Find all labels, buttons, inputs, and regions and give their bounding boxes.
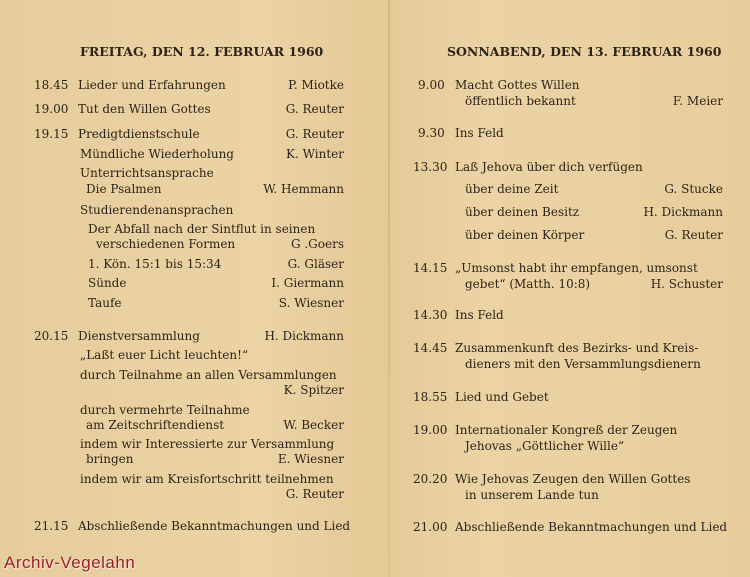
program-item: Die Psalmen [86,182,162,196]
program-item: Wie Jehovas Zeugen den Willen Gottes [455,472,691,486]
time: 19.15 [34,127,69,141]
program-item: Ins Feld [455,126,504,140]
speaker: G. Stucke [664,182,723,196]
program-item: Abschließende Bekanntmachungen und Lied [455,520,728,534]
speaker: P. Miotke [288,78,344,92]
program-item: Tut den Willen Gottes [78,102,211,116]
time: 13.30 [413,160,448,174]
speaker: G. Reuter [285,127,344,141]
time: 20.20 [413,472,448,486]
program-item: Sünde [88,276,127,290]
program-item: Dienstversammlung [78,329,200,343]
speaker: K. Spitzer [283,383,344,397]
program-item: Jehovas „Göttlicher Wille“ [465,439,625,453]
speaker: S. Wiesner [278,296,344,310]
speaker: K. Winter [286,147,344,161]
program-item: am Zeitschriftendienst [86,418,225,432]
program-item: über deinen Körper [465,228,585,242]
time: 18.45 [34,78,69,92]
speaker: E. Wiesner [277,452,344,466]
program-item: bringen [86,452,134,466]
program-item: durch vermehrte Teilnahme [80,403,250,417]
program-item: gebet“ (Matth. 10:8) [465,277,591,291]
time: 9.00 [418,78,445,92]
speaker: F. Meier [672,94,723,108]
program-item: Macht Gottes Willen [455,78,580,92]
time: 9.30 [418,126,445,140]
speaker: W. Hemmann [263,182,344,196]
speaker: G. Gläser [287,257,344,271]
program-item: Abschließende Bekanntmachungen und Lied [78,519,351,533]
archive-watermark: Archiv-Vegelahn [4,553,136,572]
speaker: I. Giermann [271,276,344,290]
program-item: über deinen Besitz [465,205,580,219]
program-item: indem wir Interessierte zur Versammlung [80,437,335,451]
speaker: W. Becker [283,418,344,432]
program-item: Unterrichtsansprache [80,166,214,180]
program-item: Studierendenansprachen [80,203,234,217]
program-item: verschiedenen Formen [96,237,236,251]
program-item: „Laßt euer Licht leuchten!“ [80,348,249,362]
program-item: Internationaler Kongreß der Zeugen [455,423,678,437]
time: 19.00 [34,102,69,116]
speaker: G. Reuter [285,487,344,501]
speaker: H. Dickmann [264,329,344,343]
fold-line [388,0,390,577]
speaker: G. Reuter [664,228,723,242]
program-item: indem wir am Kreisfortschritt teilnehmen [80,472,334,486]
time: 20.15 [34,329,69,343]
program-item: 1. Kön. 15:1 bis 15:34 [88,257,222,271]
program-item: Ins Feld [455,308,504,322]
time: 18.55 [413,390,448,404]
program-item: Lieder und Erfahrungen [78,78,226,92]
speaker: H. Dickmann [643,205,723,219]
friday-header: FREITAG, DEN 12. FEBRUAR 1960 [80,44,324,59]
program-item: über deine Zeit [465,182,559,196]
program-item: Taufe [88,296,122,310]
program-item: Lied und Gebet [455,390,549,404]
time: 14.30 [413,308,448,322]
program-item: Predigtdienstschule [78,127,200,141]
program-item: durch Teilnahme an allen Versammlungen [80,368,337,382]
speaker: G .Goers [290,237,344,251]
program-item: Laß Jehova über dich verfügen [455,160,643,174]
time: 14.15 [413,261,448,275]
speaker: G. Reuter [285,102,344,116]
program-item: „Umsonst habt ihr empfangen, umsonst [455,261,698,275]
speaker: H. Schuster [650,277,723,291]
time: 21.15 [34,519,69,533]
saturday-header: SONNABEND, DEN 13. FEBRUAR 1960 [447,44,722,59]
time: 14.45 [413,341,448,355]
program-item: Mündliche Wiederholung [80,147,234,161]
time: 19.00 [413,423,448,437]
time: 21.00 [413,520,448,534]
program-item: dieners mit den Versammlungsdienern [465,357,701,371]
program-item: öffentlich bekannt [465,94,576,108]
program-item: in unserem Lande tun [465,488,599,502]
program-item: Der Abfall nach der Sintflut in seinen [88,222,316,236]
program-item: Zusammenkunft des Bezirks- und Kreis- [455,341,699,355]
